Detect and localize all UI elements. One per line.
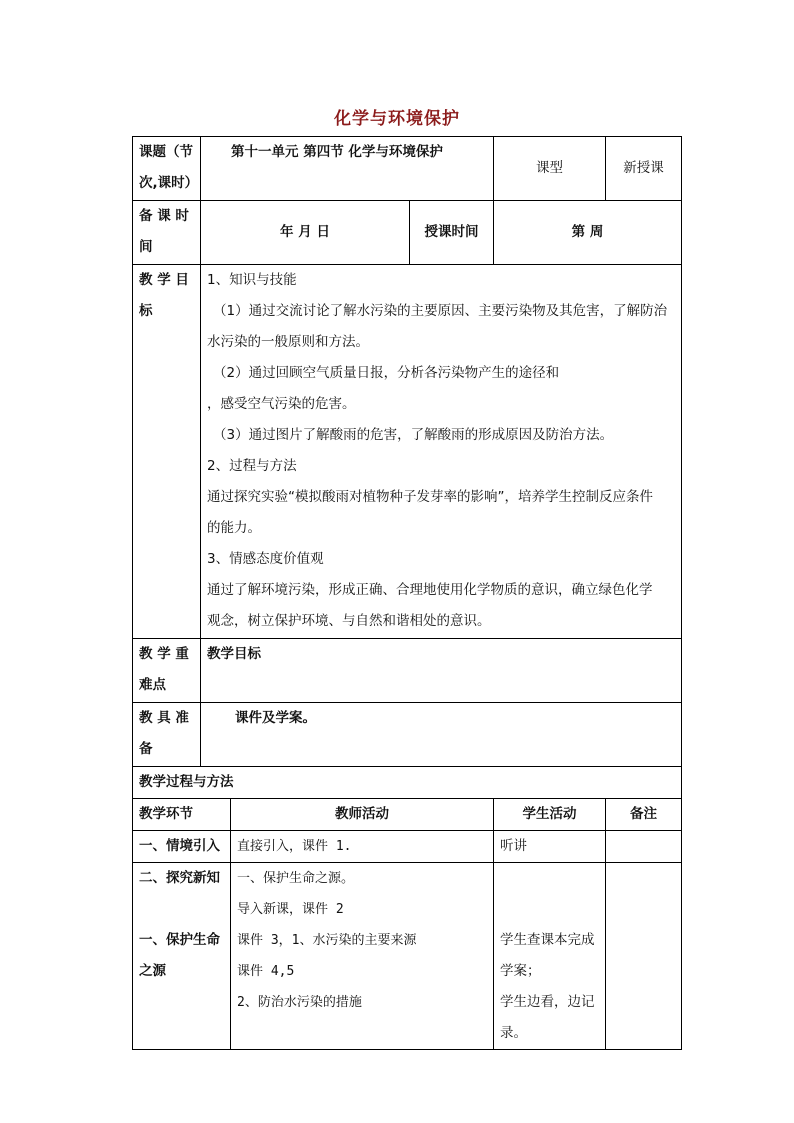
topic-label: 课题（节 次,课时） bbox=[133, 137, 201, 201]
page-title: 化学与环境保护 bbox=[334, 109, 460, 129]
objective-line: 通过了解环境污染，形成正确、合理地使用化学物质的意识，确立绿色化学 bbox=[207, 582, 653, 598]
objective-line: 通过探究实验“模拟酸雨对植物种子发芽率的影响”，培养学生控制反应条件 bbox=[207, 489, 653, 505]
col-teacher: 教师活动 bbox=[231, 799, 494, 831]
materials-value: 课件及学案。 bbox=[201, 703, 682, 767]
objective-line: 水污染的一般原则和方法。 bbox=[207, 334, 369, 350]
prep-date: 年 月 日 bbox=[201, 201, 410, 265]
type-value: 新授课 bbox=[606, 137, 682, 201]
objective-line: 1、知识与技能 bbox=[207, 272, 297, 288]
stage-intro: 一、情境引入 bbox=[133, 831, 231, 863]
topic-row bbox=[133, 137, 682, 201]
type-label: 课型 bbox=[494, 137, 606, 201]
student-intro: 听讲 bbox=[494, 831, 606, 863]
col-stage: 教学环节 bbox=[133, 799, 231, 831]
col-note: 备注 bbox=[606, 799, 682, 831]
process-heading-row bbox=[133, 767, 682, 799]
student-explore: 学生查课本完成学案； 学生边看，边记录。 bbox=[494, 863, 606, 1050]
note-intro bbox=[606, 831, 682, 863]
objective-line: 3、情感态度价值观 bbox=[207, 551, 324, 567]
teach-week: 第 周 bbox=[494, 201, 682, 265]
objectives-row bbox=[133, 265, 682, 639]
lesson-plan-table bbox=[132, 136, 682, 1050]
objective-line: 2、过程与方法 bbox=[207, 458, 297, 474]
process-row-intro bbox=[133, 831, 682, 863]
teacher-intro: 直接引入，课件 1. bbox=[231, 831, 494, 863]
objectives-label: 教 学 目 标 bbox=[133, 265, 201, 639]
objective-line: （1）通过交流讨论了解水污染的主要原因、主要污染物及其危害，了解防治 bbox=[213, 303, 668, 319]
process-heading: 教学过程与方法 bbox=[133, 767, 682, 799]
objectives-content bbox=[201, 265, 682, 639]
prep-time-label: 备 课 时 间 bbox=[133, 201, 201, 265]
stage-explore: 二、探究新知 一、保护生命 之源 bbox=[133, 863, 231, 1050]
key-points-label: 教 学 重 难点 bbox=[133, 639, 201, 703]
topic-value: 第十一单元 第四节 化学与环境保护 bbox=[201, 137, 494, 201]
key-points-value: 教学目标 bbox=[201, 639, 682, 703]
process-row-explore bbox=[133, 863, 682, 1050]
objective-line: ，感受空气污染的危害。 bbox=[207, 396, 356, 412]
teach-time-label: 授课时间 bbox=[410, 201, 494, 265]
key-points-row bbox=[133, 639, 682, 703]
objective-line: （3）通过图片了解酸雨的危害，了解酸雨的形成原因及防治方法。 bbox=[213, 427, 614, 443]
process-header-row bbox=[133, 799, 682, 831]
materials-row bbox=[133, 703, 682, 767]
materials-label: 教 具 准 备 bbox=[133, 703, 201, 767]
objective-line: 观念，树立保护环境、与自然和谐相处的意识。 bbox=[207, 613, 491, 629]
prep-time-row bbox=[133, 201, 682, 265]
objective-line: （2）通过回顾空气质量日报，分析各污染物产生的途径和 bbox=[213, 365, 560, 381]
note-explore bbox=[606, 863, 682, 1050]
teacher-explore: 一、保护生命之源。 导入新课，课件 2 课件 3，1、水污染的主要来源 课件 4,5 2、防治水污染的措施 bbox=[231, 863, 494, 1050]
objective-line: 的能力。 bbox=[207, 520, 261, 536]
col-student: 学生活动 bbox=[494, 799, 606, 831]
